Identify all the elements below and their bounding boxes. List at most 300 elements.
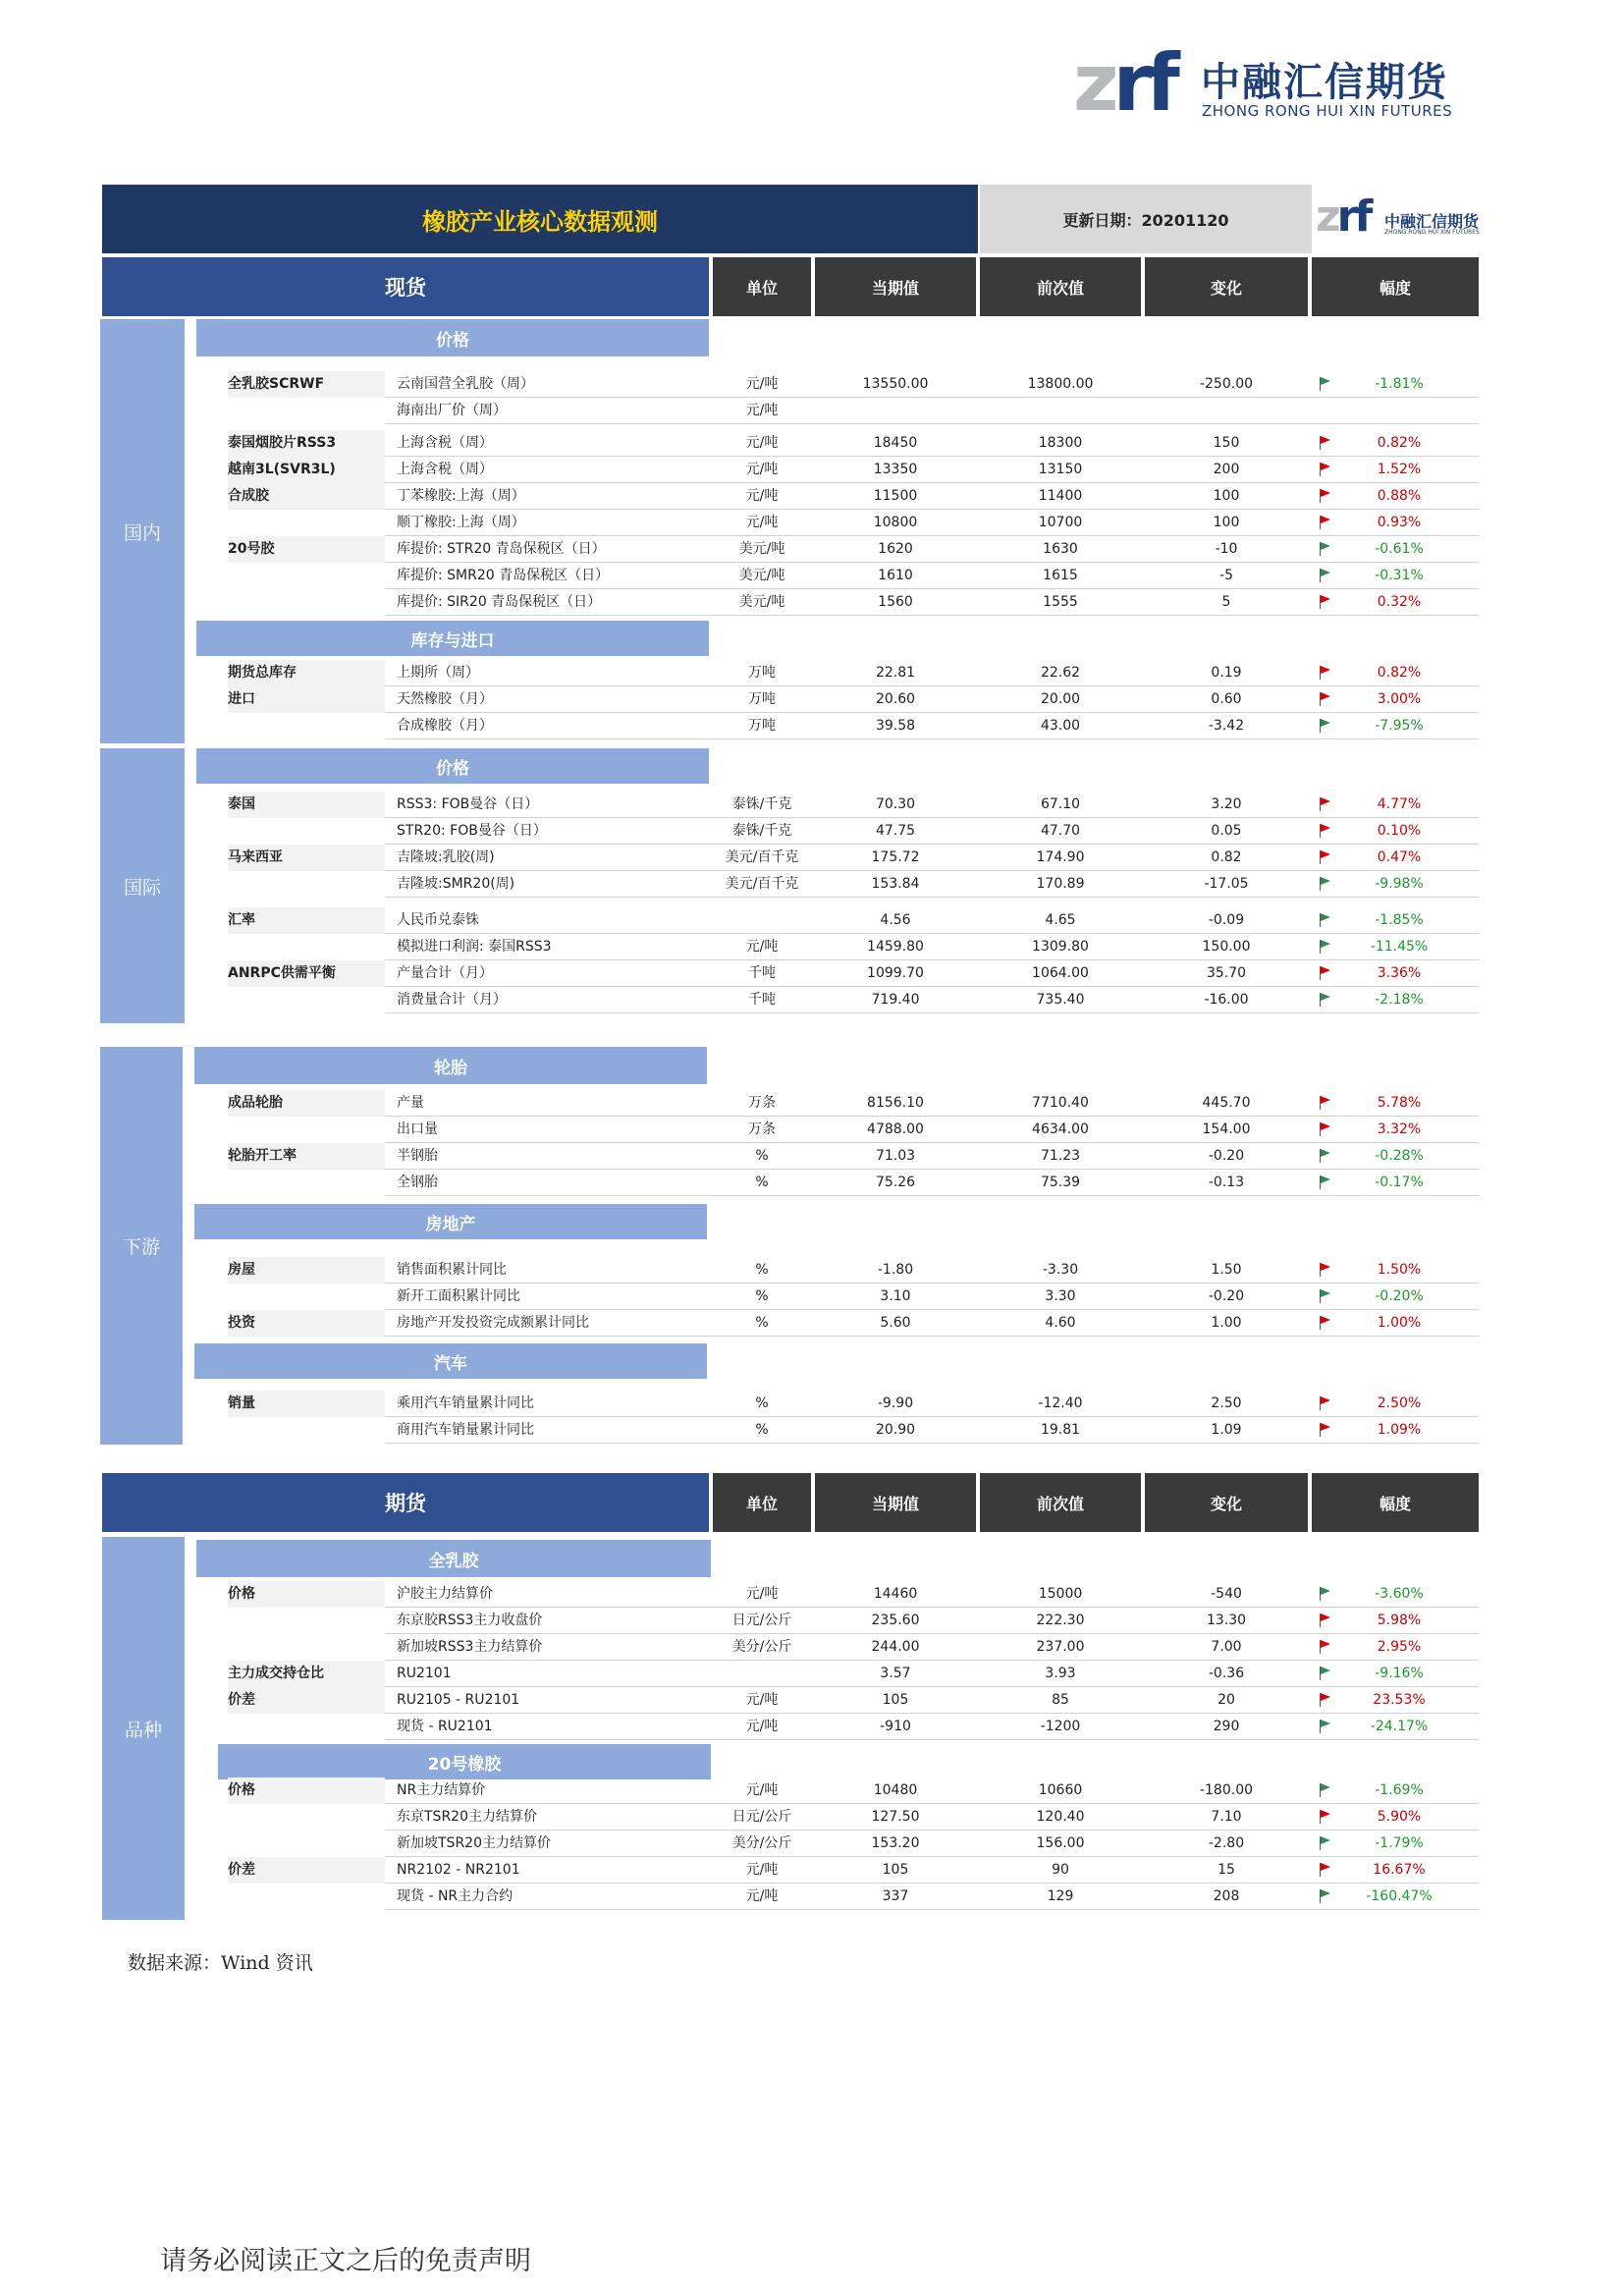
- row-item: 合成橡胶（月）: [397, 718, 493, 734]
- row-previous: 170.89: [1036, 876, 1085, 892]
- row-amplitude: -2.18%: [1375, 992, 1424, 1008]
- row-previous: 10660: [1038, 1782, 1083, 1798]
- row-change: 154.00: [1202, 1121, 1251, 1137]
- row-amplitude: -7.95%: [1375, 718, 1424, 734]
- row-change: 20: [1217, 1692, 1235, 1708]
- row-current: 5.60: [880, 1315, 911, 1331]
- row-unit: 日元/公斤: [731, 1809, 792, 1825]
- previous-header-2: 前次值: [980, 1473, 1141, 1532]
- row-unit: %: [755, 1395, 769, 1411]
- row-category: [228, 1831, 385, 1857]
- row-item: 云南国营全乳胶（周）: [397, 376, 534, 392]
- row-category: 全乳胶SCRWF: [228, 371, 385, 398]
- row-category: [228, 818, 385, 845]
- table-row: [0, 1391, 1623, 1417]
- red-flag-icon: [1320, 463, 1331, 476]
- red-flag-icon: [1320, 1096, 1331, 1110]
- row-current: 1620: [878, 541, 913, 557]
- green-flag-icon: [1320, 877, 1331, 891]
- row-previous: 85: [1052, 1692, 1069, 1708]
- row-item: 现货 - RU2101: [397, 1719, 493, 1734]
- row-category: 价格: [228, 1581, 385, 1608]
- row-unit: 日元/公斤: [731, 1613, 792, 1628]
- row-previous: 1615: [1043, 568, 1078, 583]
- row-category: [228, 1804, 385, 1831]
- row-amplitude: -0.31%: [1375, 568, 1424, 583]
- row-change: 0.82: [1211, 849, 1242, 865]
- row-change: -0.09: [1208, 912, 1245, 928]
- row-item: 消费量合计（月）: [397, 992, 507, 1008]
- row-current: 1610: [878, 568, 913, 583]
- sub-header-auto: 汽车: [194, 1343, 707, 1379]
- row-item: 上海含税（周）: [397, 462, 493, 477]
- row-previous: 120.40: [1036, 1809, 1085, 1825]
- row-previous: 222.30: [1036, 1613, 1085, 1628]
- row-category: [228, 563, 385, 589]
- row-change: 0.19: [1211, 665, 1242, 681]
- row-amplitude: -0.17%: [1375, 1175, 1424, 1190]
- small-logo: zrf 中融汇信期货 ZHONG RONG HUI XIN FUTURES: [1316, 191, 1480, 242]
- row-current: 3.57: [880, 1666, 911, 1681]
- row-change: 200: [1213, 462, 1240, 477]
- row-amplitude: 23.53%: [1373, 1692, 1426, 1708]
- row-unit: 泰铢/千克: [731, 796, 792, 812]
- red-flag-icon: [1320, 824, 1331, 838]
- row-current: 10800: [873, 515, 918, 530]
- red-flag-icon: [1320, 1316, 1331, 1330]
- row-category: 价差: [228, 1857, 385, 1884]
- report-title: 橡胶产业核心数据观测: [102, 185, 978, 253]
- row-previous: 11400: [1038, 488, 1083, 504]
- disclaimer-footer: 请务必阅读正文之后的免责声明: [160, 2246, 531, 2276]
- row-unit: %: [755, 1148, 769, 1164]
- green-flag-icon: [1320, 940, 1331, 954]
- row-previous: 1309.80: [1032, 939, 1089, 955]
- red-flag-icon: [1320, 595, 1331, 609]
- row-unit: 万吨: [748, 718, 776, 734]
- table-row: [0, 371, 1623, 398]
- row-current: -9.90: [877, 1395, 914, 1411]
- row-unit: 元/吨: [745, 1719, 779, 1734]
- table-row: [0, 845, 1623, 871]
- table-row: [0, 510, 1623, 536]
- row-previous: 71.23: [1040, 1148, 1081, 1164]
- row-previous: 75.39: [1040, 1175, 1081, 1190]
- table-row: [0, 713, 1623, 739]
- red-flag-icon: [1320, 1693, 1331, 1707]
- row-change: 290: [1213, 1719, 1240, 1734]
- table-row: [0, 818, 1623, 845]
- row-category: [228, 1634, 385, 1661]
- row-amplitude: 0.88%: [1377, 488, 1422, 504]
- change-header: 变化: [1145, 257, 1308, 316]
- row-unit: 元/吨: [745, 1586, 779, 1602]
- row-previous: 4.60: [1045, 1315, 1076, 1331]
- table-row: [0, 1884, 1623, 1910]
- row-item: 天然橡胶（月）: [397, 691, 493, 707]
- row-item: NR主力结算价: [397, 1782, 486, 1798]
- sub-header-whole-milk: 全乳胶: [196, 1540, 711, 1577]
- row-current: 14460: [873, 1586, 918, 1602]
- row-category: [228, 510, 385, 536]
- table-row: [0, 1831, 1623, 1857]
- row-change: -540: [1211, 1586, 1242, 1602]
- row-item: 新开工面积累计同比: [397, 1288, 520, 1304]
- sub-header-no20: 20号橡胶: [218, 1744, 711, 1779]
- row-change: 7.10: [1211, 1809, 1242, 1825]
- row-category: [228, 398, 385, 424]
- row-category: 轮胎开工率: [228, 1143, 385, 1170]
- row-previous: 18300: [1038, 435, 1083, 451]
- table-row: [0, 1310, 1623, 1337]
- row-current: -910: [880, 1719, 911, 1734]
- row-item: RU2101: [397, 1666, 452, 1681]
- table-row: [0, 1143, 1623, 1170]
- row-previous: 1630: [1043, 541, 1078, 557]
- row-item: 出口量: [397, 1121, 438, 1137]
- row-item: NR2102 - NR2101: [397, 1862, 520, 1878]
- table-row: [0, 1777, 1623, 1804]
- row-change: 0.05: [1211, 823, 1242, 839]
- row-previous: 22.62: [1040, 665, 1081, 681]
- table-row: [0, 457, 1623, 483]
- table-row: [0, 1608, 1623, 1634]
- row-category: [228, 1884, 385, 1910]
- row-amplitude: 3.32%: [1377, 1121, 1422, 1137]
- row-amplitude: -0.28%: [1375, 1148, 1424, 1164]
- row-unit: 元/吨: [745, 515, 779, 530]
- row-divider: [385, 423, 1479, 424]
- row-previous: 13800.00: [1027, 376, 1094, 392]
- table-row: [0, 430, 1623, 457]
- green-flag-icon: [1320, 542, 1331, 556]
- row-category: 房屋: [228, 1257, 385, 1284]
- row-current: 1459.80: [867, 939, 924, 955]
- row-change: 1.09: [1211, 1422, 1242, 1438]
- row-change: 15: [1217, 1862, 1235, 1878]
- row-previous: 15000: [1038, 1586, 1083, 1602]
- green-flag-icon: [1320, 1175, 1331, 1189]
- table-row: [0, 1661, 1623, 1687]
- green-flag-icon: [1320, 569, 1331, 582]
- row-item: 东京胶RSS3主力收盘价: [397, 1613, 543, 1628]
- unit-header-2: 单位: [713, 1473, 811, 1532]
- row-unit: 元/吨: [745, 488, 779, 504]
- row-current: 75.26: [875, 1175, 916, 1190]
- row-item: 房地产开发投资完成额累计同比: [397, 1315, 589, 1331]
- row-current: 22.81: [875, 665, 916, 681]
- row-unit: [713, 1661, 811, 1687]
- table-row: [0, 398, 1623, 424]
- row-previous: 47.70: [1040, 823, 1081, 839]
- green-flag-icon: [1320, 1289, 1331, 1303]
- row-unit: 美元/百千克: [725, 876, 799, 892]
- row-change: -16.00: [1204, 992, 1249, 1008]
- row-current: 20.60: [875, 691, 916, 707]
- row-category: [228, 1608, 385, 1634]
- row-current: 1099.70: [867, 965, 924, 981]
- row-category: [228, 713, 385, 739]
- row-change: 100: [1213, 488, 1240, 504]
- group-variety: 品种: [102, 1537, 185, 1920]
- row-item: 东京TSR20主力结算价: [397, 1809, 537, 1825]
- row-unit: 元/吨: [745, 1782, 779, 1798]
- table-row: [0, 686, 1623, 713]
- row-item: 丁苯橡胶:上海（周）: [397, 488, 525, 504]
- change-header-2: 变化: [1145, 1473, 1308, 1532]
- row-change: -0.20: [1208, 1148, 1245, 1164]
- row-category: [228, 1714, 385, 1740]
- table-row: [0, 1634, 1623, 1661]
- row-previous: 129: [1047, 1888, 1074, 1904]
- row-category: 进口: [228, 686, 385, 713]
- row-unit: 元/吨: [745, 1862, 779, 1878]
- row-amplitude: 4.77%: [1377, 796, 1422, 812]
- unit-header: 单位: [713, 257, 811, 316]
- row-category: [228, 1284, 385, 1310]
- row-change: 2.50: [1211, 1395, 1242, 1411]
- group-international: 国际: [100, 748, 185, 1023]
- row-previous: 4634.00: [1032, 1121, 1089, 1137]
- row-amplitude: [1345, 398, 1453, 424]
- row-category: [228, 1417, 385, 1444]
- row-change: 5: [1221, 594, 1231, 610]
- row-item: 上海含税（周）: [397, 435, 493, 451]
- row-unit: 美元/吨: [738, 594, 785, 610]
- row-amplitude: 1.50%: [1377, 1262, 1422, 1278]
- group-downstream: 下游: [100, 1047, 183, 1445]
- row-current: 10480: [873, 1782, 918, 1798]
- row-item: 半钢胎: [397, 1148, 438, 1164]
- row-category: 销量: [228, 1391, 385, 1417]
- row-change: -0.13: [1208, 1175, 1245, 1190]
- row-current: 3.10: [880, 1288, 911, 1304]
- row-current: 11500: [873, 488, 918, 504]
- row-amplitude: 2.95%: [1377, 1639, 1422, 1655]
- row-amplitude: 3.36%: [1377, 965, 1422, 981]
- row-previous: 3.30: [1045, 1288, 1076, 1304]
- row-previous: -1200: [1040, 1719, 1081, 1734]
- red-flag-icon: [1320, 436, 1331, 450]
- row-item: 乘用汽车销量累计同比: [397, 1395, 534, 1411]
- table-row: [0, 934, 1623, 960]
- row-current: 153.20: [871, 1835, 920, 1851]
- table-row: [0, 1117, 1623, 1143]
- row-item: 吉隆坡:乳胶(周): [397, 849, 495, 865]
- row-category: 泰国: [228, 792, 385, 818]
- row-amplitude: 16.67%: [1373, 1862, 1426, 1878]
- row-divider: [385, 1739, 1479, 1740]
- row-divider: [385, 1012, 1479, 1013]
- row-item: 上期所（周）: [397, 665, 479, 681]
- row-previous: 156.00: [1036, 1835, 1085, 1851]
- row-previous: 174.90: [1036, 849, 1085, 865]
- row-item: 库提价: SIR20 青岛保税区（日）: [397, 594, 602, 610]
- row-current: 18450: [873, 435, 918, 451]
- row-amplitude: 2.50%: [1377, 1395, 1422, 1411]
- row-change: -3.42: [1208, 718, 1245, 734]
- row-unit: 千吨: [748, 965, 776, 981]
- row-amplitude: 0.47%: [1377, 849, 1422, 865]
- green-flag-icon: [1320, 1720, 1331, 1733]
- row-category: [228, 934, 385, 960]
- row-previous: 735.40: [1036, 992, 1085, 1008]
- row-unit: 万条: [748, 1095, 776, 1111]
- data-source: 数据来源：Wind 资讯: [128, 1952, 313, 1974]
- table-row: [0, 1687, 1623, 1714]
- row-category: 价差: [228, 1687, 385, 1714]
- row-change: -0.36: [1208, 1666, 1245, 1681]
- row-divider: [385, 1443, 1479, 1444]
- row-previous: 10700: [1038, 515, 1083, 530]
- row-amplitude: -0.61%: [1375, 541, 1424, 557]
- row-change: 13.30: [1206, 1613, 1247, 1628]
- row-unit: 万吨: [748, 691, 776, 707]
- row-amplitude: 5.98%: [1377, 1613, 1422, 1628]
- row-unit: 千吨: [748, 992, 776, 1008]
- row-category: 汇率: [228, 907, 385, 934]
- red-flag-icon: [1320, 692, 1331, 706]
- futures-header: 期货: [102, 1473, 709, 1532]
- row-current: 70.30: [875, 796, 916, 812]
- sub-header-price: 价格: [196, 319, 709, 356]
- row-change: -250.00: [1199, 376, 1254, 392]
- row-change: -0.20: [1208, 1288, 1245, 1304]
- table-row: [0, 987, 1623, 1013]
- row-divider: [385, 1336, 1479, 1337]
- row-current: 153.84: [871, 876, 920, 892]
- row-divider: [385, 615, 1479, 616]
- green-flag-icon: [1320, 1783, 1331, 1797]
- row-amplitude: -3.60%: [1375, 1586, 1424, 1602]
- row-amplitude: 0.93%: [1377, 515, 1422, 530]
- row-current: 244.00: [871, 1639, 920, 1655]
- row-category: [228, 987, 385, 1013]
- green-flag-icon: [1320, 1667, 1331, 1680]
- row-unit: 万条: [748, 1121, 776, 1137]
- row-amplitude: 0.10%: [1377, 823, 1422, 839]
- table-row: [0, 1804, 1623, 1831]
- row-item: 沪胶主力结算价: [397, 1586, 493, 1602]
- green-flag-icon: [1320, 1149, 1331, 1163]
- row-item: RSS3: FOB曼谷（日）: [397, 796, 539, 812]
- row-unit: %: [755, 1315, 769, 1331]
- table-row: [0, 1257, 1623, 1284]
- row-amplitude: 1.00%: [1377, 1315, 1422, 1331]
- row-change: 100: [1213, 515, 1240, 530]
- green-flag-icon: [1320, 719, 1331, 733]
- row-change: 3.20: [1211, 796, 1242, 812]
- table-row: [0, 1857, 1623, 1884]
- row-unit: 美元/百千克: [725, 849, 799, 865]
- row-current: 235.60: [871, 1613, 920, 1628]
- row-amplitude: -11.45%: [1370, 939, 1429, 955]
- row-current: 39.58: [875, 718, 916, 734]
- table-row: [0, 1417, 1623, 1444]
- red-flag-icon: [1320, 489, 1331, 503]
- green-flag-icon: [1320, 913, 1331, 927]
- table-row: [0, 1170, 1623, 1196]
- row-change: 150: [1213, 435, 1240, 451]
- row-unit: 元/吨: [745, 1692, 779, 1708]
- row-category: 泰国烟胶片RSS3: [228, 430, 385, 457]
- red-flag-icon: [1320, 1640, 1331, 1654]
- row-unit: 美分/公斤: [731, 1835, 792, 1851]
- row-current: 105: [882, 1692, 909, 1708]
- table-row: [0, 907, 1623, 934]
- green-flag-icon: [1320, 1836, 1331, 1850]
- spot-header: 现货: [102, 257, 709, 316]
- sub-header-inventory: 库存与进口: [196, 621, 709, 656]
- row-category: [228, 1117, 385, 1143]
- row-category: 期货总库存: [228, 660, 385, 686]
- row-amplitude: 0.82%: [1377, 665, 1422, 681]
- red-flag-icon: [1320, 1613, 1331, 1627]
- table-row: [0, 1581, 1623, 1608]
- row-item: 模拟进口利润: 泰国RSS3: [397, 939, 552, 955]
- row-current: 719.40: [871, 992, 920, 1008]
- row-item: 新加坡TSR20主力结算价: [397, 1835, 551, 1851]
- row-previous: 237.00: [1036, 1639, 1085, 1655]
- row-unit: 元/吨: [745, 435, 779, 451]
- row-previous: 67.10: [1040, 796, 1081, 812]
- red-flag-icon: [1320, 1423, 1331, 1437]
- row-category: 成品轮胎: [228, 1090, 385, 1117]
- row-previous: 1064.00: [1032, 965, 1089, 981]
- row-category: 20号胶: [228, 536, 385, 563]
- row-category: 合成胶: [228, 483, 385, 510]
- red-flag-icon: [1320, 666, 1331, 680]
- row-previous: 19.81: [1040, 1422, 1081, 1438]
- row-change: -17.05: [1204, 876, 1249, 892]
- row-previous: 7710.40: [1032, 1095, 1089, 1111]
- table-row: [0, 871, 1623, 898]
- row-previous: -3.30: [1042, 1262, 1079, 1278]
- group-domestic: 国内: [100, 319, 185, 743]
- row-change: 208: [1213, 1888, 1240, 1904]
- row-current: 175.72: [871, 849, 920, 865]
- row-amplitude: -1.85%: [1375, 912, 1424, 928]
- table-row: [0, 960, 1623, 987]
- row-item: 库提价: SMR20 青岛保税区（日）: [397, 568, 610, 583]
- row-item: 海南出厂价（周）: [397, 403, 507, 418]
- sub-header-estate: 房地产: [194, 1204, 707, 1239]
- row-unit: 美元/吨: [738, 568, 785, 583]
- red-flag-icon: [1320, 516, 1331, 529]
- row-previous: 13150: [1038, 462, 1083, 477]
- row-current: 13350: [873, 462, 918, 477]
- table-row: [0, 792, 1623, 818]
- row-change: -180.00: [1199, 1782, 1254, 1798]
- row-change: 0.60: [1211, 691, 1242, 707]
- green-flag-icon: [1320, 1889, 1331, 1903]
- row-item: 库提价: STR20 青岛保税区（日）: [397, 541, 606, 557]
- row-previous: 43.00: [1040, 718, 1081, 734]
- row-current: 13550.00: [862, 376, 929, 392]
- row-unit: 美元/吨: [738, 541, 785, 557]
- row-unit: 元/吨: [745, 462, 779, 477]
- row-unit: 元/吨: [745, 403, 779, 418]
- row-unit: %: [755, 1262, 769, 1278]
- row-change: -10: [1215, 541, 1238, 557]
- table-row: [0, 563, 1623, 589]
- row-item: RU2105 - RU2101: [397, 1692, 520, 1708]
- row-amplitude: 1.52%: [1377, 462, 1422, 477]
- row-unit: %: [755, 1288, 769, 1304]
- row-unit: %: [755, 1422, 769, 1438]
- row-change: 35.70: [1206, 965, 1247, 981]
- row-current: 337: [882, 1888, 909, 1904]
